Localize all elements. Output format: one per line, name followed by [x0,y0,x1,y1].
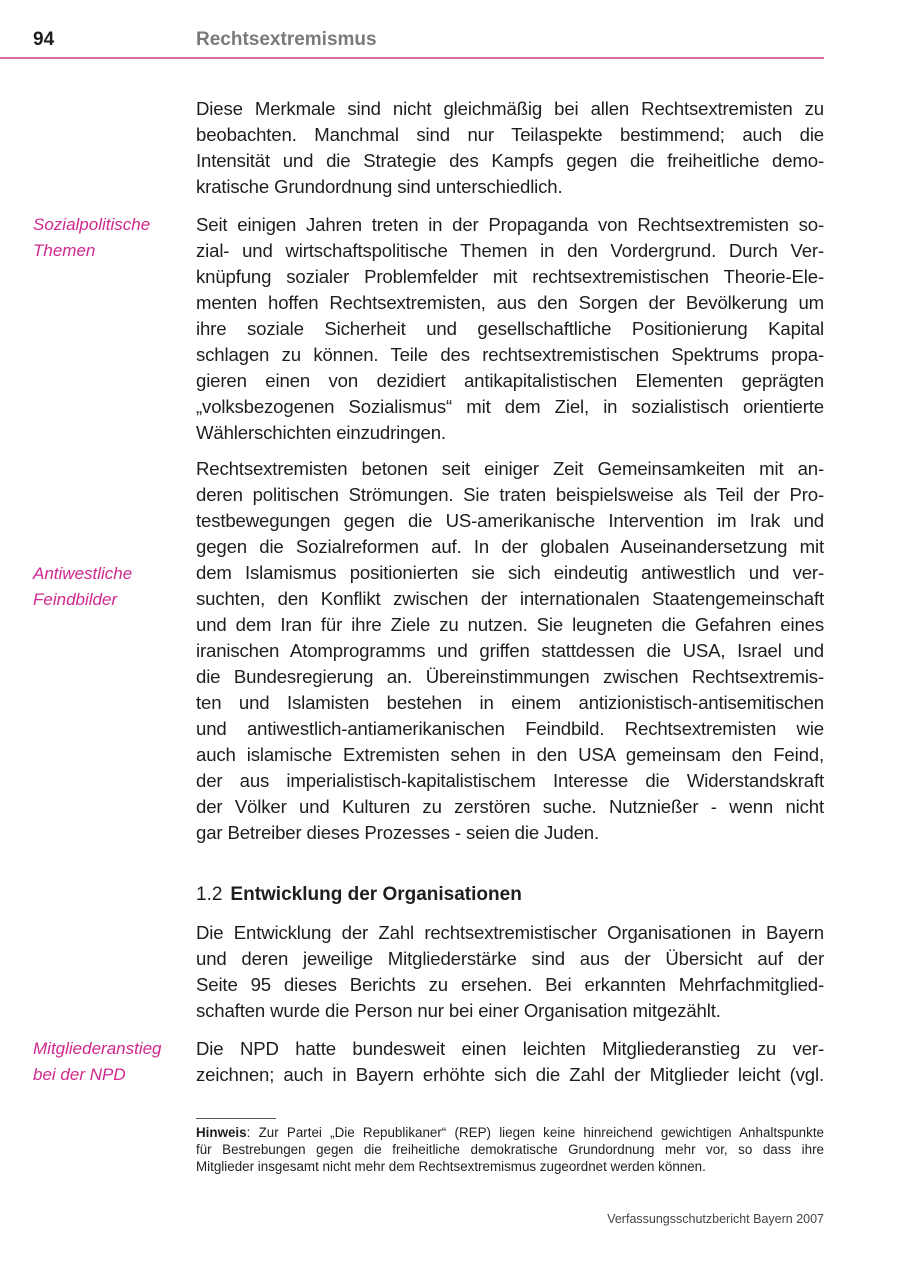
text-line: schaften wurde die Person nur bei einer Organisation mitgezählt. [196,1000,721,1021]
section-title: Entwicklung der Organisationen [230,884,522,905]
text-line: und antiwestlich-antiamerikanischen Feindbild. Rechtsextremisten wie [196,718,824,739]
paragraph-sozialpolitische-themen [196,212,824,446]
text-line: dem Islamismus positionierten sie sich eindeutig antiwestlich und ver- [196,562,824,583]
margin-note-line: bei der NPD [33,1065,126,1084]
text-line: gegen die Sozialreformen auf. In der globalen Auseinandersetzung mit [196,536,824,557]
text-line: Rechtsextremisten betonen seit einiger Zeit Gemeinsamkeiten mit an- [196,458,824,479]
text-line: Mitglieder insgesamt nicht mehr dem Rechtsextremismus zugeordnet werden können. [196,1159,706,1174]
text-line: zeichnen; auch in Bayern erhöhte sich die Zahl der Mitglieder leicht (vgl. [196,1064,824,1085]
page-number: 94 [33,29,55,50]
text-line: für Bestrebungen gegen die freiheitliche demokratische Grundordnung mehr vor, so dass ihre [196,1142,824,1157]
footnote [196,1124,824,1175]
text-line: iranischen Atomprogramms und griffen stattdessen die USA, Israel und [196,640,824,661]
text-line: Die Entwicklung der Zahl rechtsextremistischer Organisationen in Bayern [196,922,824,943]
margin-note-antiwestliche-feindbilder [33,561,183,613]
margin-note-line: Antiwestliche [33,564,133,583]
text-line: testbewegungen gegen die US-amerikanische Intervention im Irak und [196,510,824,531]
text-line: beobachten. Manchmal sind nur Teilaspekte bestimmend; auch die [196,124,824,145]
text-line: schlagen zu können. Teile des rechtsextremistischen Spektrums propa- [196,344,824,365]
text-line: suchten, den Konflikt zwischen der internationalen Staatengemeinschaft [196,588,824,609]
text-line: „volksbezogenen Sozialismus“ mit dem Ziel, in sozialistisch orientierte [196,396,824,417]
text-line: der aus imperialistisch-kapitalistischem Interesse die Widerstandskraft [196,770,824,791]
running-title: Rechtsextremismus [196,29,377,50]
text-line: : Zur Partei „Die Republikaner“ (REP) liegen keine hinreichend gewichtigen Anhaltspunkte [246,1125,824,1140]
text-line: Die NPD hatte bundesweit einen leichten Mitgliederanstieg zu ver- [196,1038,824,1059]
footnote-divider [196,1118,276,1119]
paragraph-npd [196,1036,824,1088]
text-line: Seite 95 dieses Berichts zu ersehen. Bei erkannten Mehrfachmitglied- [196,974,824,995]
footnote-label: Hinweis [196,1125,247,1140]
text-line: der Völker und Kulturen zu zerstören suche. Nutznießer - wenn nicht [196,796,824,817]
text-line: Intensität und die Strategie des Kampfs gegen die freiheitliche demo- [196,150,824,171]
text-line: Diese Merkmale sind nicht gleichmäßig bei allen Rechtsextremisten zu [196,98,824,119]
page-footer: Verfassungsschutzbericht Bayern 2007 [607,1212,824,1226]
text-line: und dem Iran für ihre Ziele zu nutzen. Sie leugneten die Gefahren eines [196,614,824,635]
paragraph-antiwestliche-feindbilder [196,456,824,846]
text-line: zial- und wirtschaftspolitische Themen in den Vordergrund. Durch Ver- [196,240,824,261]
margin-note-sozialpolitische-themen [33,212,183,264]
text-line: Seit einigen Jahren treten in der Propaganda von Rechtsextremisten so- [196,214,824,235]
text-line: auch islamische Extremisten sehen in den USA gemeinsam den Feind, [196,744,824,765]
text-line: ten und Islamisten bestehen in einem antizionistisch-antisemitischen [196,692,824,713]
text-line: menten hoffen Rechtsextremisten, aus den Sorgen der Bevölkerung um [196,292,824,313]
text-line: deren politischen Strömungen. Sie traten beispielsweise als Teil der Pro- [196,484,824,505]
text-line: und deren jeweilige Mitgliederstärke sind aus der Übersicht auf der [196,948,824,969]
text-line: die Bundesregierung an. Übereinstimmungen zwischen Rechtsextremis- [196,666,824,687]
paragraph-intro [196,96,824,200]
margin-note-mitgliederanstieg [33,1036,183,1088]
paragraph-entwicklung [196,920,824,1024]
section-heading [196,882,522,908]
margin-note-line: Themen [33,241,96,260]
text-line: gar Betreiber dieses Prozesses - seien die Juden. [196,822,599,843]
page-header [0,0,824,59]
margin-note-line: Sozialpolitische [33,215,151,234]
text-line: gieren einen von dezidiert antikapitalistischen Elementen geprägten [196,370,824,391]
section-number: 1.2 [196,884,223,905]
text-line: Wählerschichten einzudringen. [196,422,446,443]
text-line: knüpfung sozialer Problemfelder mit rechtsextremistischen Theorie-Ele- [196,266,824,287]
margin-note-line: Mitgliederanstieg [33,1039,162,1058]
margin-note-line: Feindbilder [33,590,118,609]
text-line: kratische Grundordnung sind unterschiedlich. [196,176,563,197]
text-line: ihre soziale Sicherheit und gesellschaftliche Positionierung Kapital [196,318,824,339]
